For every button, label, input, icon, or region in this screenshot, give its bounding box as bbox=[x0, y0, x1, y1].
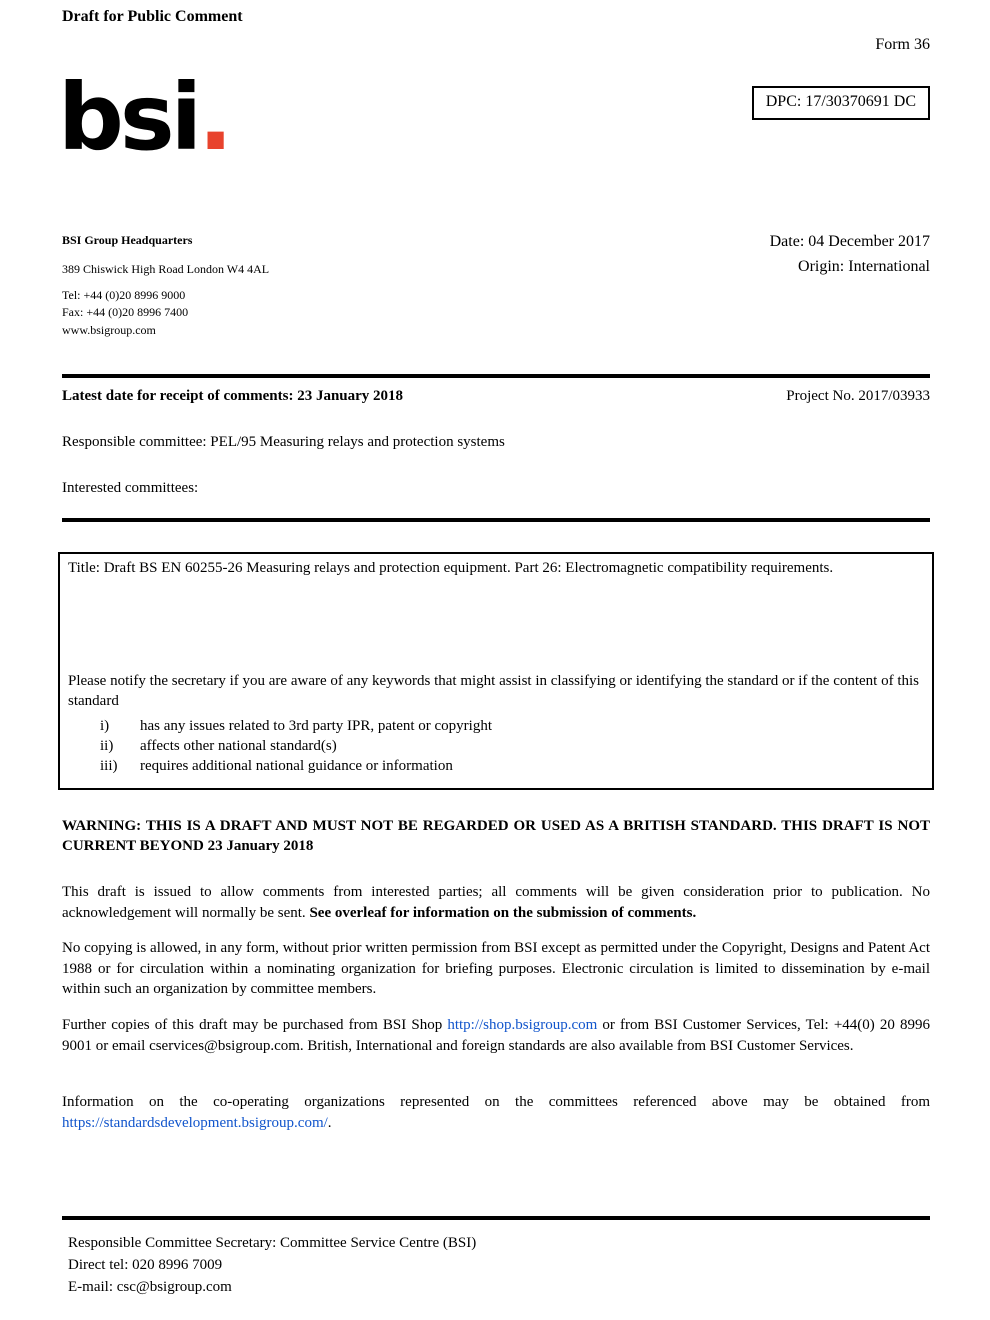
horizontal-rule-top bbox=[62, 374, 930, 378]
project-number: Project No. 2017/03933 bbox=[786, 388, 930, 404]
paragraph-text: or from BSI Customer Services, Tel: +44(0) 20 8996 9001 or email cservices@bsigroup.com. British, International and foreign standards are also available from BSI Customer Services. bbox=[62, 1017, 930, 1054]
paragraph-text: Further copies of this draft may be purchased from BSI Shop bbox=[62, 1017, 448, 1033]
list-item bbox=[100, 736, 922, 756]
bsi-logo-text: bsi bbox=[58, 64, 199, 171]
website-line: www.bsigroup.com bbox=[62, 322, 156, 337]
list-item bbox=[100, 716, 922, 736]
paragraph-purchase-info bbox=[62, 1015, 930, 1056]
list-item-number: iii) bbox=[100, 758, 118, 774]
see-overleaf-bold-text: See overleaf for information on the submission of comments. bbox=[309, 904, 697, 921]
draft-warning-text: WARNING: THIS IS A DRAFT AND MUST NOT BE REGARDED OR USED AS A BRITISH STANDARD. THIS DRAFT IS NOT CURRENT BEYOND 23 January 2018 bbox=[62, 818, 930, 855]
bsi-shop-link[interactable]: http://shop.bsigroup.com bbox=[447, 1017, 598, 1033]
bsi-logo bbox=[58, 64, 234, 171]
dpc-reference-text: DPC: 17/30370691 DC bbox=[765, 93, 916, 110]
comments-deadline-row bbox=[62, 388, 930, 405]
keywords-list bbox=[68, 716, 922, 777]
direct-tel-line: Direct tel: 020 8996 7009 bbox=[68, 1256, 223, 1273]
list-item-number: ii) bbox=[100, 737, 114, 754]
horizontal-rule-bottom bbox=[62, 1216, 930, 1220]
paragraph-comments-policy bbox=[62, 882, 930, 923]
list-item-text: requires additional national guidance or information bbox=[140, 758, 453, 774]
keywords-notify-text: Please notify the secretary if you are aware of any keywords that might assist in classifying or identifying the standard or if the content of this standard bbox=[68, 673, 920, 710]
telephone-line: Tel: +44 (0)20 8996 9000 bbox=[62, 287, 186, 302]
fax-line: Fax: +44 (0)20 8996 7400 bbox=[62, 305, 189, 320]
horizontal-rule-middle bbox=[62, 518, 930, 522]
committee-secretary-line: Responsible Committee Secretary: Committee Service Centre (BSI) bbox=[68, 1235, 477, 1251]
origin-line: Origin: International bbox=[798, 257, 930, 275]
date-line: Date: 04 December 2017 bbox=[769, 233, 930, 250]
title-box bbox=[58, 552, 934, 790]
list-item-text: has any issues related to 3rd party IPR, patent or copyright bbox=[140, 717, 493, 734]
interested-committees-line: Interested committees: bbox=[62, 480, 199, 496]
paragraph-text: . bbox=[327, 1114, 332, 1131]
bsi-logo-dot: . bbox=[198, 64, 234, 171]
latest-comments-date: Latest date for receipt of comments: 23 January 2018 bbox=[62, 388, 404, 404]
standard-title: Title: Draft BS EN 60255-26 Measuring relays and protection equipment. Part 26: Electromagnetic compatibility requirements. bbox=[68, 560, 834, 576]
headquarters-label: BSI Group Headquarters bbox=[62, 233, 193, 247]
responsible-committee-line: Responsible committee: PEL/95 Measuring relays and protection systems bbox=[62, 434, 505, 450]
list-item-text: affects other national standard(s) bbox=[140, 737, 337, 754]
street-address: 389 Chiswick High Road London W4 4AL bbox=[62, 262, 270, 277]
date-origin-block bbox=[770, 230, 930, 280]
standards-development-link[interactable]: https://standardsdevelopment.bsigroup.com/ bbox=[62, 1114, 328, 1131]
form-number: Form 36 bbox=[875, 36, 930, 53]
address-block bbox=[62, 232, 269, 339]
email-line: E-mail: csc@bsigroup.com bbox=[68, 1278, 232, 1295]
paragraph-cooperating-orgs bbox=[62, 1092, 930, 1133]
paragraph-copying-policy: No copying is allowed, in any form, without prior written permission from BSI except as permitted under the Copyright, Designs and Patent Act 1988 or for circulation within a nominating organization for briefing purposes. Electronic circulation is limited to dissemination by e-mail within such an organization by committee members. bbox=[62, 940, 930, 998]
list-item bbox=[100, 756, 922, 776]
draft-for-public-comment-heading: Draft for Public Comment bbox=[62, 8, 243, 25]
footer-block bbox=[68, 1234, 930, 1299]
paragraph-text: Information on the co-operating organizations represented on the committees referenced above may be obtained from bbox=[62, 1094, 930, 1110]
dpc-reference-box bbox=[752, 86, 930, 120]
paragraph-text: This draft is issued to allow comments from interested parties; all comments will be given consideration prior to publication. No acknowledgement will normally be sent. bbox=[62, 884, 930, 921]
list-item-number: i) bbox=[100, 717, 110, 734]
